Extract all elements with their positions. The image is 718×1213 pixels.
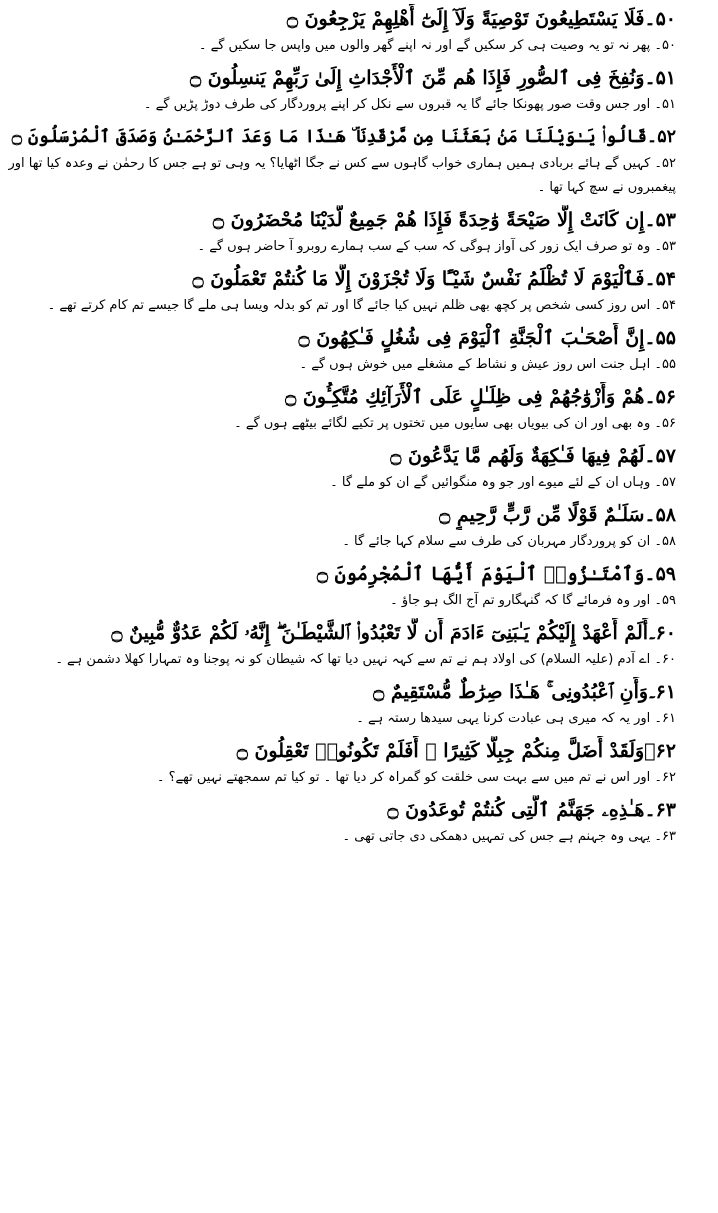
- urdu-translation: ۵۶۔ وہ بھی اور ان کی بیویاں بھی سایوں میں تختوں پر تکیے لگائے بیٹھے ہوں گے ۔: [234, 416, 676, 431]
- urdu-translation: ۵۹۔ اور وہ فرمائے گا کہ گنہگارو تم آج الگ ہو جاؤ ۔: [390, 593, 676, 608]
- verse-57: [6, 441, 712, 495]
- urdu-translation: ۵۷۔ وہاں ان کے لئے میوے اور جو وہ منگوائیں گے ان کو ملے گا ۔: [330, 475, 676, 490]
- arabic-verse: ۵۵۔إِنَّ أَصْحَـٰبَ ٱلْجَنَّةِ ٱلْيَوْمَ فِى شُغُلٍ فَـٰكِهُونَ ۝: [298, 327, 676, 349]
- verse-63: [6, 795, 712, 849]
- verse-60: [6, 618, 712, 672]
- verse-56: [6, 382, 712, 436]
- arabic-verse: ۶۱۔وَأَنِ ٱعْبُدُونِى ۚ هَـٰذَا صِرَٰطٌ مُّسْتَقِيمٌ ۝: [373, 681, 676, 703]
- urdu-translation: ۶۳۔ یہی وہ جہنم ہے جس کی تمہیں دھمکی دی جاتی تھی ۔: [342, 829, 676, 844]
- urdu-translation: ۵۴۔ اس روز کسی شخص پر کچھ بھی ظلم نہیں کیا جائے گا اور تم کو بدلہ ویسا ہی ملے گا جیسے تم کام کرتے تھے ۔: [47, 298, 676, 313]
- arabic-verse: ۵۷۔لَهُمْ فِيهَا فَـٰكِهَةٌ وَلَهُم مَّا يَدَّعُونَ ۝: [390, 445, 676, 467]
- arabic-verse: ۶۳۔هَـٰذِهِۦ جَهَنَّمُ ٱلَّتِى كُنتُمْ تُوعَدُونَ ۝: [387, 799, 676, 821]
- urdu-translation: ۵۸۔ ان کو پروردگار مہربان کی طرف سے سلام کہا جائے گا ۔: [342, 534, 676, 549]
- urdu-translation: ۵۲۔ کہیں گے ہائے بربادی ہمیں ہماری خواب گاہوں سے کس نے جگا اٹھایا؟ یہ وہی تو ہے جس کا رحمٰن نے وعدہ کیا تھا اور پیغمبروں نے سچ کہا تھا ۔: [8, 156, 676, 195]
- verse-50: [6, 4, 712, 58]
- verse-62: [6, 736, 712, 790]
- urdu-translation: ۶۰۔ اے آدم (علیہ السلام) کی اولاد ہم نے تم سے کہہ نہیں دیا تھا کہ شیطان کو نہ پوجنا وہ تمہارا کھلا دشمن ہے ۔: [55, 652, 676, 667]
- urdu-translation: ۵۰۔ پھر نہ تو یہ وصیت ہی کر سکیں گے اور نہ اپنے گھر والوں میں واپس جا سکیں گے ۔: [198, 38, 676, 53]
- arabic-verse: ۵۹۔وَٱمْتَـٰزُوا۟ ٱلْيَوْمَ أَيُّهَا ٱلْمُجْرِمُونَ ۝: [316, 563, 676, 585]
- arabic-verse: ۵۸۔سَلَـٰمٌ قَوْلًا مِّن رَّبٍّ رَّحِيمٍ ۝: [439, 504, 676, 526]
- arabic-verse: ۵۳۔إِن كَانَتْ إِلَّا صَيْحَةً وَٰحِدَةً فَإِذَا هُمْ جَمِيعٌ لَّدَيْنَا مُحْضَرُونَ ۝: [212, 209, 676, 231]
- verse-51: [6, 63, 712, 117]
- verse-61: [6, 677, 712, 731]
- verse-55: [6, 323, 712, 377]
- verse-54: [6, 264, 712, 318]
- arabic-verse: ۵۱۔وَنُفِخَ فِى ٱلصُّورِ فَإِذَا هُم مِّنَ ٱلْأَجْدَاثِ إِلَىٰ رَبِّهِمْ يَنسِلُونَ ۝: [189, 67, 676, 89]
- arabic-verse: ۵۰۔فَلَا يَسْتَطِيعُونَ تَوْصِيَةً وَلَآ إِلَىٰٓ أَهْلِهِمْ يَرْجِعُونَ ۝: [286, 8, 676, 30]
- arabic-verse: ۵۴۔فَٱلْيَوْمَ لَا تُظْلَمُ نَفْسٌ شَيْـًٔا وَلَا تُجْزَوْنَ إِلَّا مَا كُنتُمْ تَعْمَلُونَ ۝: [192, 268, 676, 290]
- arabic-verse: ۵۲۔قَالُوا۟ يَـٰوَيْلَنَا مَنۢ بَعَثَنَا مِن مَّرْقَدِنَا ۜ هَـٰذَا مَا وَعَدَ ٱلرَّحْمَـٰنُ وَصَدَقَ ٱلْمُرْسَلُونَ ۝: [11, 127, 676, 147]
- arabic-verse: ۶۲۔وَلَقَدْ أَضَلَّ مِنكُمْ جِبِلًّا كَثِيرًا ۖ أَفَلَمْ تَكُونُوا۟ تَعْقِلُونَ ۝: [236, 740, 676, 762]
- verse-53: [6, 205, 712, 259]
- verse-58: [6, 500, 712, 554]
- urdu-translation: ۶۲۔ اور اس نے تم میں سے بہت سی خلقت کو گمراہ کر دیا تھا ۔ تو کیا تم سمجھتے نہیں تھے؟ ۔: [156, 770, 676, 785]
- urdu-translation: ۵۱۔ اور جس وقت صور پھونکا جائے گا یہ قبروں سے نکل کر اپنے پروردگار کی طرف دوڑ پڑیں گے ۔: [143, 97, 676, 112]
- arabic-verse: ۵۶۔هُمْ وَأَزْوَٰجُهُمْ فِى ظِلَـٰلٍ عَلَى ٱلْأَرَآئِكِ مُتَّكِـُٔونَ ۝: [285, 386, 676, 408]
- urdu-translation: ۶۱۔ اور یہ کہ میری ہی عبادت کرنا یہی سیدھا رستہ ہے ۔: [356, 711, 676, 726]
- urdu-translation: ۵۳۔ وہ تو صرف ایک زور کی آواز ہوگی کہ سب کے سب ہمارے روبرو آ حاضر ہوں گے ۔: [197, 239, 676, 254]
- verse-52: [6, 122, 712, 200]
- verse-59: [6, 559, 712, 613]
- urdu-translation: ۵۵۔ اہل جنت اس روز عیش و نشاط کے مشغلے میں خوش ہوں گے ۔: [299, 357, 676, 372]
- arabic-verse: ۶۰۔أَلَمْ أَعْهَدْ إِلَيْكُمْ يَـٰبَنِىٓ ءَادَمَ أَن لَّا تَعْبُدُوا۟ ٱلشَّيْطَـٰنَ ۖ إِنَّهُۥ لَكُمْ عَدُوٌّ مُّبِينٌ ۝: [111, 622, 676, 644]
